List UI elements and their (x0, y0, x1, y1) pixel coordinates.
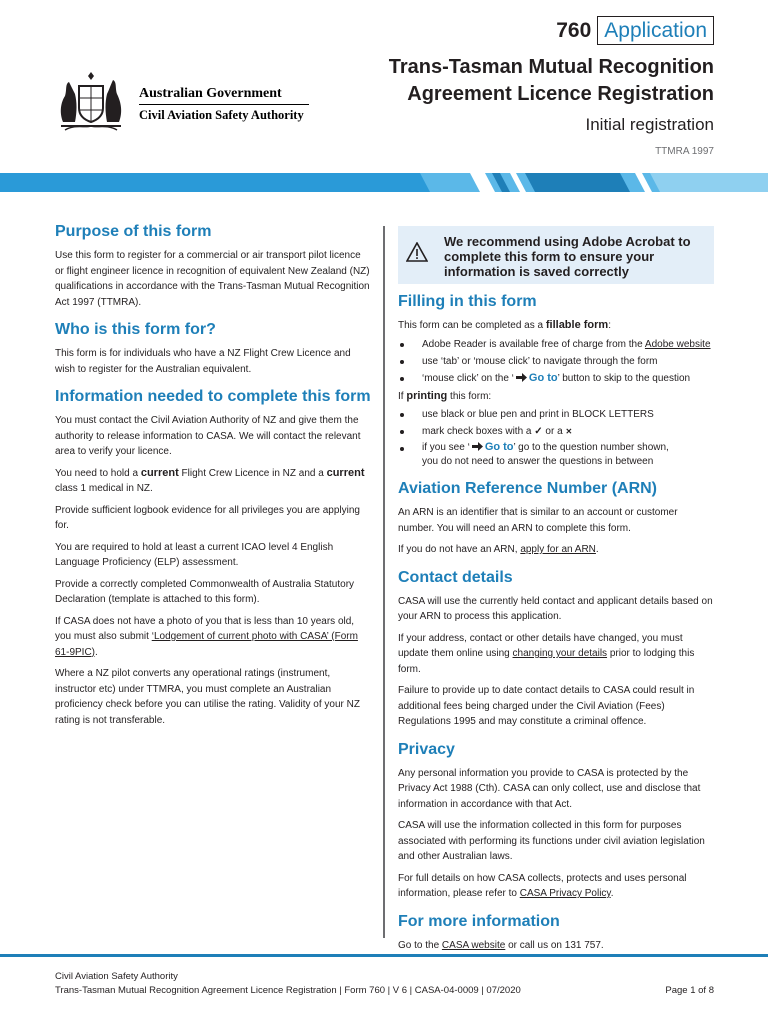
form-number-block (556, 16, 714, 45)
form-number: 760 (556, 18, 592, 42)
contact-paragraph-2: If your address, contact or other details have changed, you must update them online using changing your details prior to lodging this form. (398, 632, 695, 675)
privacy-paragraph-1: Any personal information you provide to CASA is protected by the Privacy Act 1988 (Cth). CASA can only collect, use and disclose that information in accordance with that Act. (398, 767, 701, 810)
filling-heading: Filling in this form (398, 293, 537, 310)
footer-rule (0, 954, 768, 957)
more-info-paragraph: Go to the CASA website or call us on 131 757. (398, 939, 604, 951)
government-name: Australian Government (139, 86, 282, 101)
list-item: ‘mouse click’ on the ‘ Go to’ button to skip to the question (398, 370, 714, 387)
casa-website-link[interactable]: CASA website (441, 939, 506, 951)
who-text: This form is for individuals who have a NZ Flight Crew Licence and wish to register for the Australian equivalent. (55, 348, 351, 375)
page-title (389, 54, 714, 108)
page-header (0, 0, 768, 195)
goto-label: Go to (484, 441, 514, 453)
info-heading: Information needed to complete this form (55, 388, 371, 405)
arrow-right-icon (516, 373, 527, 382)
form-kind-badge: Application (597, 16, 714, 45)
government-logo (55, 72, 315, 132)
printing-list (398, 406, 714, 469)
cross-icon: ✕ (565, 427, 573, 436)
page-number: Page 1 of 8 (665, 985, 714, 996)
info-paragraph-4: You are required to hold at least a current ICAO level 4 English Language Proficiency (ELP) assessment. (55, 541, 334, 568)
printing-intro: If printing this form: (398, 389, 492, 402)
footer-org: Civil Aviation Safety Authority (55, 971, 178, 982)
contact-paragraph-3: Failure to provide up to date contact details to CASA could result in additional fees being charged under the Civil Aviation (Fees) Regulations 1995 and may constitute a criminal offence. (398, 685, 695, 727)
list-item: use black or blue pen and print in BLOCK LETTERS (398, 406, 714, 423)
more-info-heading: For more information (398, 912, 560, 930)
info-paragraph-3: Provide sufficient logbook evidence for all privileges you are applying for. (55, 504, 360, 531)
privacy-policy-link[interactable]: CASA Privacy Policy (519, 888, 611, 899)
arn-paragraph-2: If you do not have an ARN, apply for an ARN. (398, 544, 599, 555)
privacy-paragraph-2: CASA will use the information collected in this form for purposes associated with performing its functions under civil aviation legislation and other Australian laws. (398, 820, 705, 862)
warning-icon (406, 242, 428, 262)
goto-label: Go to (528, 371, 558, 384)
title-line-1: Trans-Tasman Mutual Recognition (388, 56, 714, 78)
purpose-heading: Purpose of this form (55, 223, 212, 240)
coat-of-arms-icon (55, 72, 127, 132)
right-column (398, 226, 714, 959)
left-column (55, 222, 371, 734)
info-paragraph-7: Where a NZ pilot converts any operational ratings (instrument, instructor etc) under TTMRA, you must complete an Australian proficiency check before you can utilise the rating. Validity of your NZ rating is not transferable. (55, 668, 360, 726)
header-banner (0, 173, 768, 192)
apply-arn-link[interactable]: apply for an ARN (520, 544, 596, 555)
filling-intro: This form can be completed as a fillable form: (398, 319, 611, 331)
changing-details-link[interactable]: changing your details (512, 648, 608, 659)
info-paragraph-1: You must contact the Civil Aviation Authority of NZ and give them the authority to release information to CASA. We will contact the relevant area to verify your licence. (55, 415, 361, 457)
act-reference: TTMRA 1997 (655, 146, 714, 157)
adobe-website-link[interactable]: Adobe website (644, 338, 711, 350)
logo-divider (139, 104, 309, 105)
column-divider (383, 226, 385, 938)
privacy-paragraph-3: For full details on how CASA collects, protects and uses personal information, please refer to CASA Privacy Policy. (398, 872, 687, 899)
info-paragraph-5: Provide a correctly completed Commonwealth of Australia Statutory Declaration (template is attached to this form). (55, 578, 355, 605)
contact-heading: Contact details (398, 568, 513, 586)
page-subtitle: Initial registration (585, 115, 714, 134)
who-heading: Who is this form for? (55, 321, 216, 338)
tick-icon: ✓ (534, 426, 543, 437)
arn-heading: Aviation Reference Number (ARN) (398, 480, 658, 497)
fillable-list (398, 336, 714, 387)
title-line-2: Agreement Licence Registration (407, 83, 714, 105)
info-paragraph-6: If CASA does not have a photo of you that is less than 10 years old, you must also submit ‘Lodgement of current photo with CASA’ (Form 61-9PIC). (55, 615, 358, 658)
callout-text: We recommend using Adobe Acrobat to complete this form to ensure your information is saved correctly (444, 234, 691, 279)
list-item: if you see ‘ Go to’ go to the question number shown, you do not need to answer the questions in between (398, 440, 714, 469)
list-item: mark check boxes with a ✓ or a ✕ (398, 423, 714, 440)
privacy-heading: Privacy (398, 740, 455, 758)
arn-paragraph-1: An ARN is an identifier that is similar to an account or customer number. You will need an ARN to complete this form. (398, 507, 678, 534)
footer-details: Trans-Tasman Mutual Recognition Agreement Licence Registration | Form 760 | V 6 | CASA-04-0009 | 07/2020 (55, 985, 521, 996)
list-item: use ‘tab’ or ‘mouse click’ to navigate through the form (398, 353, 714, 370)
casa-name: Civil Aviation Safety Authority (139, 108, 304, 122)
info-paragraph-2: You need to hold a current Flight Crew Licence in NZ and a current class 1 medical in NZ. (55, 466, 365, 494)
purpose-text: Use this form to register for a commercial or air transport pilot licence or flight engineer licence in recognition of equivalent New Zealand (NZ) qualifications in accordance with the Trans-Tasman Mutual Recognition Act 1997 (TTMRA). (55, 250, 370, 308)
arrow-right-icon (472, 442, 483, 451)
acrobat-callout (398, 226, 714, 284)
list-item: Adobe Reader is available free of charge from the Adobe website (398, 336, 714, 353)
page-footer (55, 970, 714, 998)
contact-paragraph-1: CASA will use the currently held contact and applicant details based on your ARN to process this application. (398, 595, 713, 622)
photo-form-link[interactable]: ‘Lodgement of current photo with CASA’ (Form 61-9PIC) (55, 631, 358, 658)
